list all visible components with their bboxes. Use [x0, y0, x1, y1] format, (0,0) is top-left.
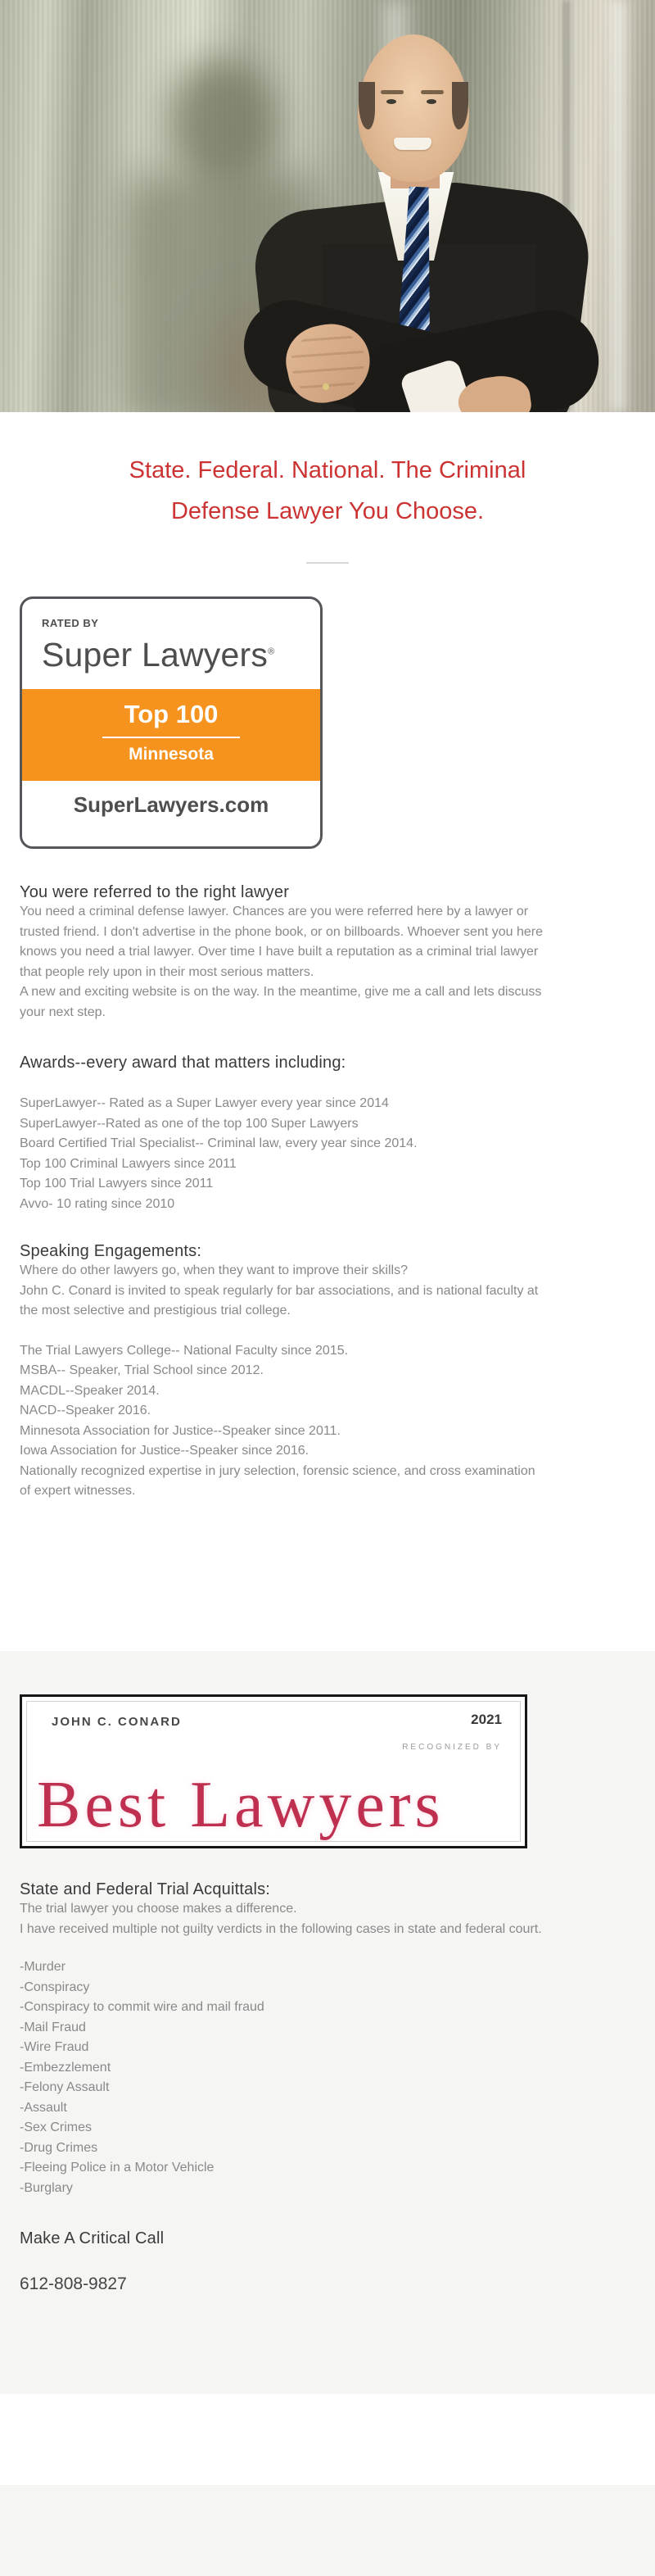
speaking-item: Iowa Association for Justice--Speaker since 2016.: [20, 1444, 309, 1458]
wedding-ring: [323, 383, 329, 390]
title-divider: [306, 562, 349, 564]
case-item: -Felony Assault: [20, 2080, 110, 2094]
bottom-white-band: [0, 2394, 655, 2485]
smile: [394, 138, 431, 150]
award-item: Avvo- 10 rating since 2010: [20, 1196, 175, 1211]
awards-list: [20, 1094, 635, 1214]
page-title-line1: State. Federal. National. The Criminal: [129, 457, 526, 483]
badge-recognized-by-label: RECOGNIZED BY: [402, 1743, 502, 1752]
badge-website-label: SuperLawyers.com: [73, 792, 269, 817]
badge-brand-text: Super Lawyers: [42, 636, 269, 673]
case-item: -Conspiracy to commit wire and mail fraud: [20, 2000, 264, 2014]
best-lawyers-badge[interactable]: [20, 1694, 527, 1848]
phone-number: 612-808-9827: [20, 2274, 127, 2293]
wall-highlight: [610, 0, 626, 412]
badge-rule: [102, 737, 240, 738]
super-lawyers-badge[interactable]: [20, 596, 323, 849]
speaking-outro: Nationally recognized expertise in jury selection, forensic science, and cross examination of expert witnesses.: [20, 1463, 535, 1498]
speaking-intro: Where do other lawyers go, when they want to improve their skills?: [20, 1263, 408, 1277]
awards-heading: Awards--every award that matters including:: [20, 1054, 346, 1072]
eyebrow-right: [421, 90, 444, 94]
speaking-item: NACD--Speaker 2016.: [20, 1404, 151, 1417]
speaking-item: The Trial Lawyers College-- National Faculty since 2015.: [20, 1343, 349, 1358]
badge-tier-label: Top 100: [124, 700, 219, 728]
referred-paragraph-1: You need a criminal defense lawyer. Chances are you were referred here by a lawyer or trusted friend. I don't advertise in the phone book, or on billboards. Whoever sent you here knows you need a trial lawyer. Over time I have built a reputation as a criminal trial lawyer that people rely upon in their most serious matters.: [20, 905, 543, 979]
badge-rated-by-label: RATED BY: [42, 617, 99, 629]
speaking-list: [20, 1341, 635, 1462]
award-item: Board Certified Trial Specialist-- Criminal law, every year since 2014.: [20, 1136, 418, 1150]
case-item: -Conspiracy: [20, 1980, 90, 1994]
main-section: [0, 412, 655, 1651]
award-item: SuperLawyer--Rated as one of the top 100 Super Lawyers: [20, 1116, 359, 1131]
case-item: -Embezzlement: [20, 2060, 111, 2075]
badge-best-lawyers-logo: Best Lawyers: [37, 1769, 445, 1841]
acquittals-case-list: [20, 1957, 635, 2198]
acquittals-section: [0, 1651, 655, 2394]
page-title: [0, 450, 655, 532]
referred-heading: You were referred to the right lawyer: [20, 883, 290, 901]
case-item: -Drug Crimes: [20, 2140, 98, 2155]
eyebrow-left: [381, 90, 404, 94]
sideburn-left: [359, 82, 375, 129]
referred-paragraph-2: A new and exciting website is on the way. In the meantime, give me a call and lets discuss your next step.: [20, 985, 542, 1019]
award-item: Top 100 Criminal Lawyers since 2011: [20, 1156, 237, 1171]
award-item: Top 100 Trial Lawyers since 2011: [20, 1177, 214, 1190]
hero-photo: [0, 0, 655, 412]
case-item: -Burglary: [20, 2180, 73, 2195]
speaking-heading: Speaking Engagements:: [20, 1242, 202, 1260]
acquittals-paragraph-1: The trial lawyer you choose makes a difference.: [20, 1902, 297, 1916]
speaking-item: MSBA-- Speaker, Trial School since 2012.: [20, 1363, 264, 1377]
contact-heading: Make A Critical Call: [20, 2229, 165, 2247]
footer-band: [0, 2485, 655, 2576]
badge-attorney-name: JOHN C. CONARD: [52, 1715, 182, 1729]
badge-orange-band: [22, 689, 320, 781]
award-item: SuperLawyer-- Rated as a Super Lawyer every year since 2014: [20, 1096, 389, 1110]
content-column: [0, 883, 655, 1502]
case-item: -Murder: [20, 1960, 66, 1974]
eye-right: [427, 99, 436, 104]
badge-brand-name: [42, 636, 320, 674]
badge-year: 2021: [471, 1712, 502, 1727]
acquittals-content: [0, 1880, 655, 2294]
case-item: -Assault: [20, 2100, 67, 2115]
acquittals-paragraph-2: I have received multiple not guilty verdicts in the following cases in state and federal court.: [20, 1921, 542, 1936]
case-item: -Fleeing Police in a Motor Vehicle: [20, 2161, 215, 2175]
case-item: -Mail Fraud: [20, 2020, 86, 2034]
speaking-item: Minnesota Association for Justice--Speaker since 2011.: [20, 1423, 341, 1438]
speaking-item: MACDL--Speaker 2014.: [20, 1383, 160, 1398]
case-item: -Sex Crimes: [20, 2120, 93, 2134]
case-item: -Wire Fraud: [20, 2040, 89, 2054]
speaking-body: John C. Conard is invited to speak regularly for bar associations, and is national faculty at the most selective and prestigious trial college.: [20, 1283, 539, 1317]
badge-region-label: Minnesota: [129, 745, 214, 764]
page-title-line2: Defense Lawyer You Choose.: [170, 498, 485, 524]
eye-left: [386, 99, 396, 104]
acquittals-heading: State and Federal Trial Acquittals:: [20, 1880, 271, 1898]
registered-trademark-icon: ®: [268, 646, 275, 657]
